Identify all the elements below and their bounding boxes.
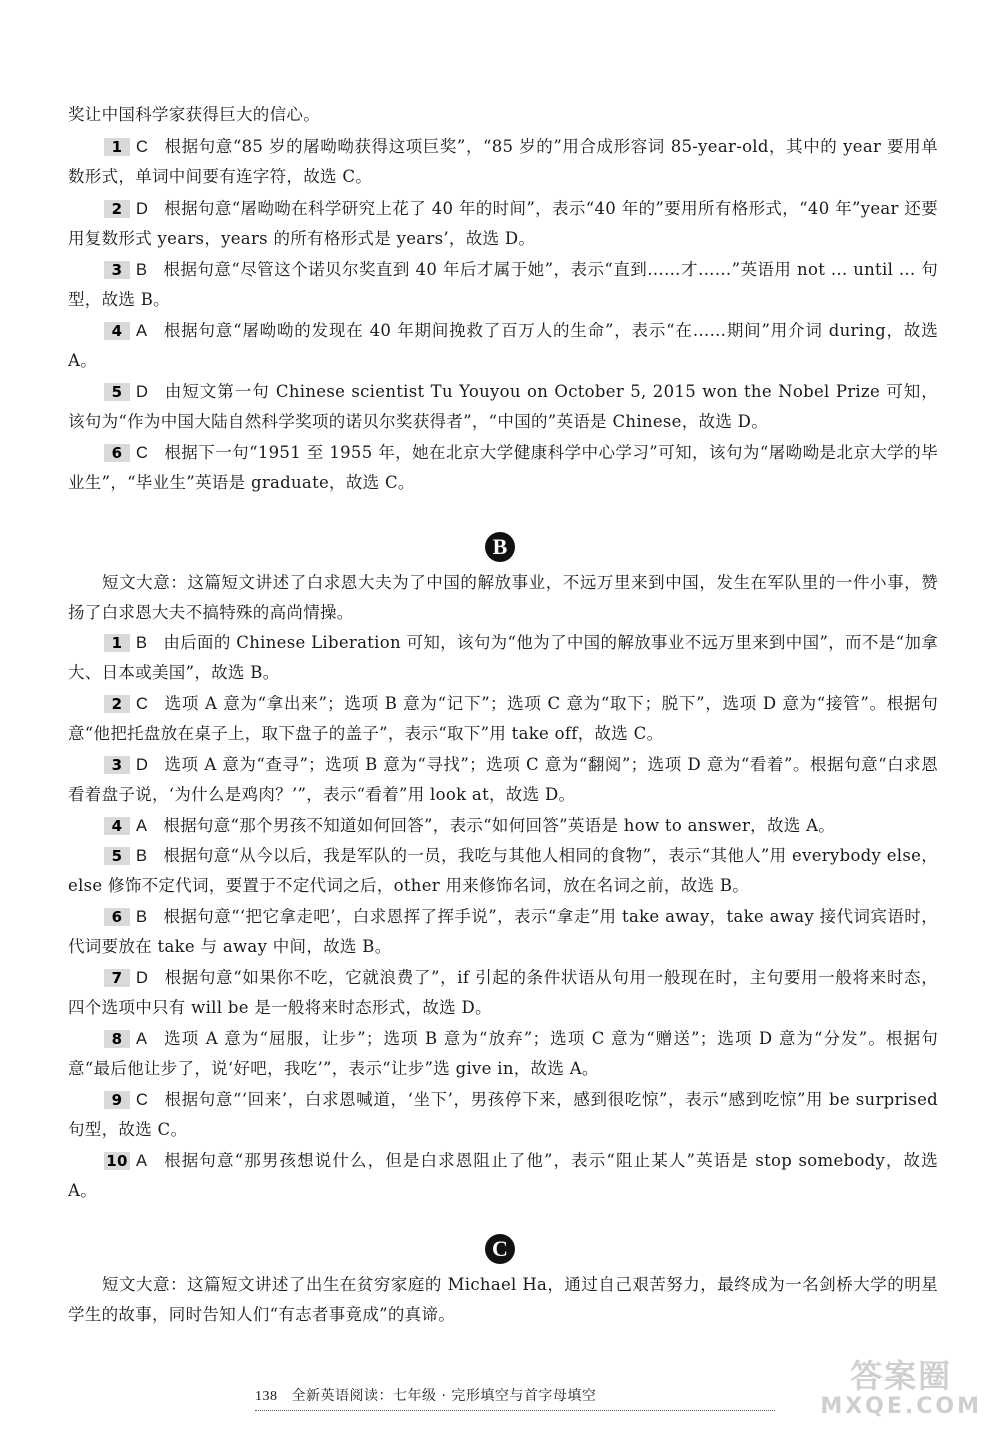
question-number: 7 xyxy=(104,969,130,987)
answer-letter: B xyxy=(136,261,148,279)
watermark-logo xyxy=(820,1357,982,1419)
answer-item-a3 xyxy=(68,255,938,315)
answer-letter: B xyxy=(136,908,148,926)
question-number: 8 xyxy=(104,1030,130,1048)
answer-item-a1 xyxy=(68,132,938,192)
answer-letter: C xyxy=(136,695,149,713)
explanation-text: 选项 A 意为“查寻”；选项 B 意为“寻找”；选项 C 意为“翻阅”；选项 D 意为“看着”。根据句意“白求恩看着盘子说，‘为什么是鸡肉？’”，表示“看着”用 look at，故选 D。 xyxy=(68,755,938,804)
watermark-line2: MXQE.COM xyxy=(820,1394,982,1419)
answer-item-b9 xyxy=(68,1085,938,1145)
answer-letter: B xyxy=(136,847,148,865)
explanation-text: 根据句意“‘回来’，白求恩喊道，‘坐下’，男孩停下来，感到很吃惊”，表示“感到吃惊”用 be surprised 句型，故选 C。 xyxy=(68,1090,938,1139)
answer-item-b5 xyxy=(68,841,938,901)
explanation-text: 根据句意“那男孩想说什么，但是白求恩阻止了他”，表示“阻止某人”英语是 stop somebody，故选 A。 xyxy=(68,1151,938,1200)
explanation-text: 选项 A 意为“拿出来”；选项 B 意为“记下”；选项 C 意为“取下；脱下”，选项 D 意为“接管”。根据句意“他把托盘放在桌子上，取下盘子的盖子”，表示“取下”用 take off，故选 C。 xyxy=(68,694,938,743)
explanation-text: 由后面的 Chinese Liberation 可知，该句为“他为了中国的解放事业不远万里来到中国”，而不是“加拿大、日本或美国”，故选 B。 xyxy=(68,633,938,682)
answer-item-b4 xyxy=(68,811,938,841)
answer-item-b3 xyxy=(68,750,938,810)
answer-item-a4 xyxy=(68,316,938,376)
question-number: 6 xyxy=(104,444,130,462)
answer-letter: A xyxy=(136,817,148,835)
question-number: 2 xyxy=(104,695,130,713)
answer-letter: C xyxy=(136,1091,149,1109)
explanation-text: 由短文第一句 Chinese scientist Tu Youyou on October 5, 2015 won the Nobel Prize 可知，该句为“作为中国大陆自然科学奖项的诺贝尔奖获得者”，“中国的”英语是 Chinese，故选 D。 xyxy=(68,382,938,431)
question-number: 5 xyxy=(104,383,130,401)
question-number: 6 xyxy=(104,908,130,926)
answer-item-b2 xyxy=(68,689,938,749)
question-number: 9 xyxy=(104,1091,130,1109)
answer-item-a6 xyxy=(68,438,938,498)
book-title: 全新英语阅读：七年级 · 完形填空与首字母填空 xyxy=(291,1388,597,1404)
explanation-text: 根据句意“屠呦呦的发现在 40 年期间挽救了百万人的生命”，表示“在……期间”用介词 during，故选 A。 xyxy=(68,321,938,370)
answer-item-b6 xyxy=(68,902,938,962)
explanation-text: 根据句意“‘把它拿走吧’，白求恩挥了挥手说”，表示“拿走”用 take away，take away 接代词宾语时，代词要放在 take 与 away 中间，故选 B。 xyxy=(68,907,938,956)
section-c-summary: 短文大意：这篇短文讲述了出生在贫穷家庭的 Michael Ha，通过自己艰苦努力，最终成为一名剑桥大学的明星学生的故事，同时告知人们“有志者事竟成”的真谛。 xyxy=(68,1275,938,1324)
answer-letter: A xyxy=(136,1152,148,1170)
answer-letter: C xyxy=(136,444,149,462)
answer-letter: D xyxy=(136,969,149,987)
answer-item-b8 xyxy=(68,1024,938,1084)
question-number: 10 xyxy=(104,1152,130,1170)
answer-letter: D xyxy=(136,383,149,401)
question-number: 4 xyxy=(104,322,130,340)
answer-item-b1 xyxy=(68,628,938,688)
question-number: 1 xyxy=(104,634,130,652)
answer-letter: D xyxy=(136,756,149,774)
question-number: 3 xyxy=(104,261,130,279)
answer-letter: D xyxy=(136,200,149,218)
question-number: 2 xyxy=(104,200,130,218)
section-c-badge: C xyxy=(485,1234,515,1264)
question-number: 3 xyxy=(104,756,130,774)
question-number: 5 xyxy=(104,847,130,865)
explanation-text: 根据句意“尽管这个诺贝尔奖直到 40 年后才属于她”，表示“直到……才……”英语用 not ... until ... 句型，故选 B。 xyxy=(68,260,938,309)
explanation-text: 根据句意“从今以后，我是军队的一员，我吃与其他人相同的食物”，表示“其他人”用 everybody else，else 修饰不定代词，要置于不定代词之后，other 用来修饰名词，放在名词之前，故选 B。 xyxy=(68,846,938,895)
explanation-text: 根据句意“如果你不吃，它就浪费了”，if 引起的条件状语从句用一般现在时，主句要用一般将来时态，四个选项中只有 will be 是一般将来时态形式，故选 D。 xyxy=(68,968,938,1017)
answer-item-b7 xyxy=(68,963,938,1023)
answer-item-a2 xyxy=(68,194,938,254)
explanation-text: 根据句意“那个男孩不知道如何回答”，表示“如何回答”英语是 how to answer，故选 A。 xyxy=(163,816,836,835)
explanation-text: 根据下一句“1951 至 1955 年，她在北京大学健康科学中心学习”可知，该句为“屠呦呦是北京大学的毕业生”，“毕业生”英语是 graduate，故选 C。 xyxy=(68,443,938,492)
explanation-text: 选项 A 意为“屈服，让步”；选项 B 意为“放弃”；选项 C 意为“赠送”；选项 D 意为“分发”。根据句意“最后他让步了，说‘好吧，我吃’”，表示“让步”选 give in，故选 A。 xyxy=(68,1029,938,1078)
question-number: 1 xyxy=(104,138,130,156)
answer-letter: C xyxy=(136,138,149,156)
watermark-line1: 答案圈 xyxy=(850,1357,953,1395)
intro-tail-text: 奖让中国科学家获得巨大的信心。 xyxy=(68,105,320,124)
answer-letter: B xyxy=(136,634,148,652)
page-footer xyxy=(255,1386,775,1407)
answer-item-b10 xyxy=(68,1146,938,1206)
answer-letter: A xyxy=(136,1030,148,1048)
footer-divider xyxy=(255,1410,775,1411)
explanation-text: 根据句意“屠呦呦在科学研究上花了 40 年的时间”，表示“40 年的”要用所有格形式，“40 年”year 还要用复数形式 years，years 的所有格形式是 years’，故选 D。 xyxy=(68,199,938,248)
answer-letter: A xyxy=(136,322,148,340)
section-b-summary: 短文大意：这篇短文讲述了白求恩大夫为了中国的解放事业，不远万里来到中国，发生在军队里的一件小事，赞扬了白求恩大夫不搞特殊的高尚情操。 xyxy=(68,573,938,622)
explanation-text: 根据句意“85 岁的屠呦呦获得这项巨奖”，“85 岁的”用合成形容词 85-year-old，其中的 year 要用单数形式，单词中间要有连字符，故选 C。 xyxy=(68,137,938,186)
question-number: 4 xyxy=(104,817,130,835)
answer-item-a5 xyxy=(68,377,938,437)
section-b-badge: B xyxy=(485,532,515,562)
page-number: 138 xyxy=(255,1389,278,1404)
